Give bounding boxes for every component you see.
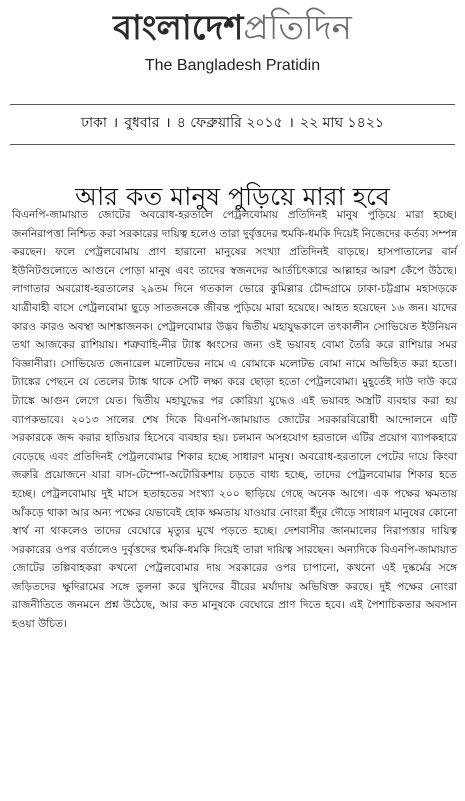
masthead-divider-bottom	[10, 144, 455, 145]
dateline	[10, 113, 455, 133]
newspaper-english-name: The Bangladesh Pratidin	[144, 57, 321, 74]
dateline-gregorian-date: ৪ ফেব্রুয়ারি ২০১৫	[176, 115, 283, 131]
masthead-divider-top	[10, 104, 455, 105]
article-headline: আর কত মানুষ পুড়িয়ে মারা হবে	[75, 181, 390, 211]
logo-part-1: বাংলাদেশ	[113, 8, 244, 48]
dateline-separator: ।	[288, 115, 294, 131]
dateline-city: ঢাকা	[81, 115, 107, 131]
dateline-bangla-date: ২২ মাঘ ১৪২১	[299, 115, 384, 131]
masthead	[0, 0, 465, 76]
article-body	[12, 206, 457, 634]
logo-part-2: প্রতিদিন	[243, 8, 352, 48]
dateline-separator: ।	[112, 115, 119, 131]
article-paragraph: বিএনপি-জামায়াত জোটের অবরোধ-হরতালে পেট্রলবোমায় প্রতিদিনই মানুষ পুড়িয়ে মারা হচ্ছে। জননিরাপত্তা নিশ্চিত করা সরকারের দায়িত্ব হলেও তারা দুর্বৃত্তদের হুমকি-ধমকি দিয়েই নিজেদের কর্তব্য সম্পন্ন করছেন। ফলে পেট্রলবোমায় প্রাণ হারানো মানুষের সংখ্যা প্রতিদিনই বাড়ছে। হাসপাতালের বার্ন ইউনিটগুলোতে আগুনে পোড়া মানুষ এবং তাদের স্বজনদের আর্তচিৎকারে আল্লাহর আরশ কেঁপে উঠছে। লাগাতার অবরোধ-হরতালের ২৯তম দিনে গতকাল ভোরে কুমিল্লার চৌদ্দগ্রামে ঢাকা-চট্টগ্রাম মহাসড়কে যাত্রীবাহী বাসে পেট্রলবোমা ছুড়ে সাতজনকে জীবন্ত পুড়িয়ে মারা হয়েছে। আহত হয়েছেন ১৬ জন। যাদের কারও কারও অবস্থা আশঙ্কাজনক। পেট্রলবোমার উদ্ভব দ্বিতীয় মহাযুদ্ধকালে তৎকালীন সোভিয়েত ইউনিয়ন তথা আজকের রাশিয়ায়। শত্রুবাহি-নীর ট্যাঙ্ক ধ্বংসের জন্য ওই ভয়াবহ বোমা তৈরি করে রাশিয়ার সমর বিজ্ঞানীরা। সোভিয়েত জেনারেল মলোটভের নামে এ বোমাকে মলোটভ বোমা নামে অভিহিত করা হতো। ট্যাঙ্কের পেছনে যে তেলের ট্যাঙ্ক থাকে সেটি লক্ষ্য করে ছোড়া হতো পেট্রলবোমা। মুহূর্তেই দাউ দাউ করে ট্যাঙ্কে আগুন লেগে যেত। দ্বিতীয় মহাযুদ্ধের পর কোরিয়া যুদ্ধেও এই ভয়াবহ অস্ত্রটি ব্যবহার করা হয় ব্যাপকভাবে। ২০১৩ সালের শেষ দিকে বিএনপি-জামায়াত জোটের সরকারবিরোধী আন্দোলনে এটি সরকারকে জব্দ করার হাতিয়ার হিসেবে ব্যবহার হয়। চলমান অসহযোগ হরতালে এটির প্রয়োগ ব্যাপকহারে বেড়েছে এবং প্রতিদিনই পেট্রলবোমার শিকার হচ্ছে সাধারণ মানুষ। অবরোধ-হরতালে পেটের দায়ে কিংবা জরুরি প্রয়োজনে যারা বাস-টেম্পো-অটোরিকশায় চড়তে বাধ্য হচ্ছে, তাদের পেট্রলবোমার শিকার হতে হচ্ছে। পেট্রলবোমায় দুই মাসে হতাহতের সংখ্যা ২০০ ছাড়িয়ে গেছে অনেক আগে। এক পক্ষের ক্ষমতায় আঁকড়ে থাকা আর অন্য পক্ষের যেভাবেই হোক ক্ষমতায় যাওয়ার নোংরা ইঁদুর দৌড়ে সাধারণ মানুষের কোনো স্বার্থ না থাকলেও তাদের বেঘোরে মৃত্যুর মুখে পড়তে হচ্ছে। দেশবাসীর জানমালের নিরাপত্তার দায়িত্ব সরকারের ওপর বর্তালেও দুর্বৃত্তদের হুমকি-ধমকি দিয়েই তারা দায়িত্ব সারছেন। অন্যদিকে বিএনপি-জামায়াত জোটের তল্পিবাহকরা কখনো পেট্রলবোমার দায় সরকারের ওপর চাপানো, কখনো এই দুষ্কর্মের সঙ্গে জড়িতদের ক্ষুদিরামের সঙ্গে তুলনা করে খুনিদের বীরের মর্যাদায় অভিষিক্ত করছে। দুই পক্ষের নোংরা রাজনীতিতে জনমনে প্রশ্ন উঠেছে, আর কত মানুষকে বেঘোরে প্রাণ দিতে হবে। এই পৈশাচিকতার অবসান হওয়া উচিত।	[12, 209, 457, 631]
newspaper-logo	[0, 6, 465, 50]
dateline-weekday: বুধবার	[124, 115, 160, 131]
dateline-separator: ।	[165, 115, 171, 131]
